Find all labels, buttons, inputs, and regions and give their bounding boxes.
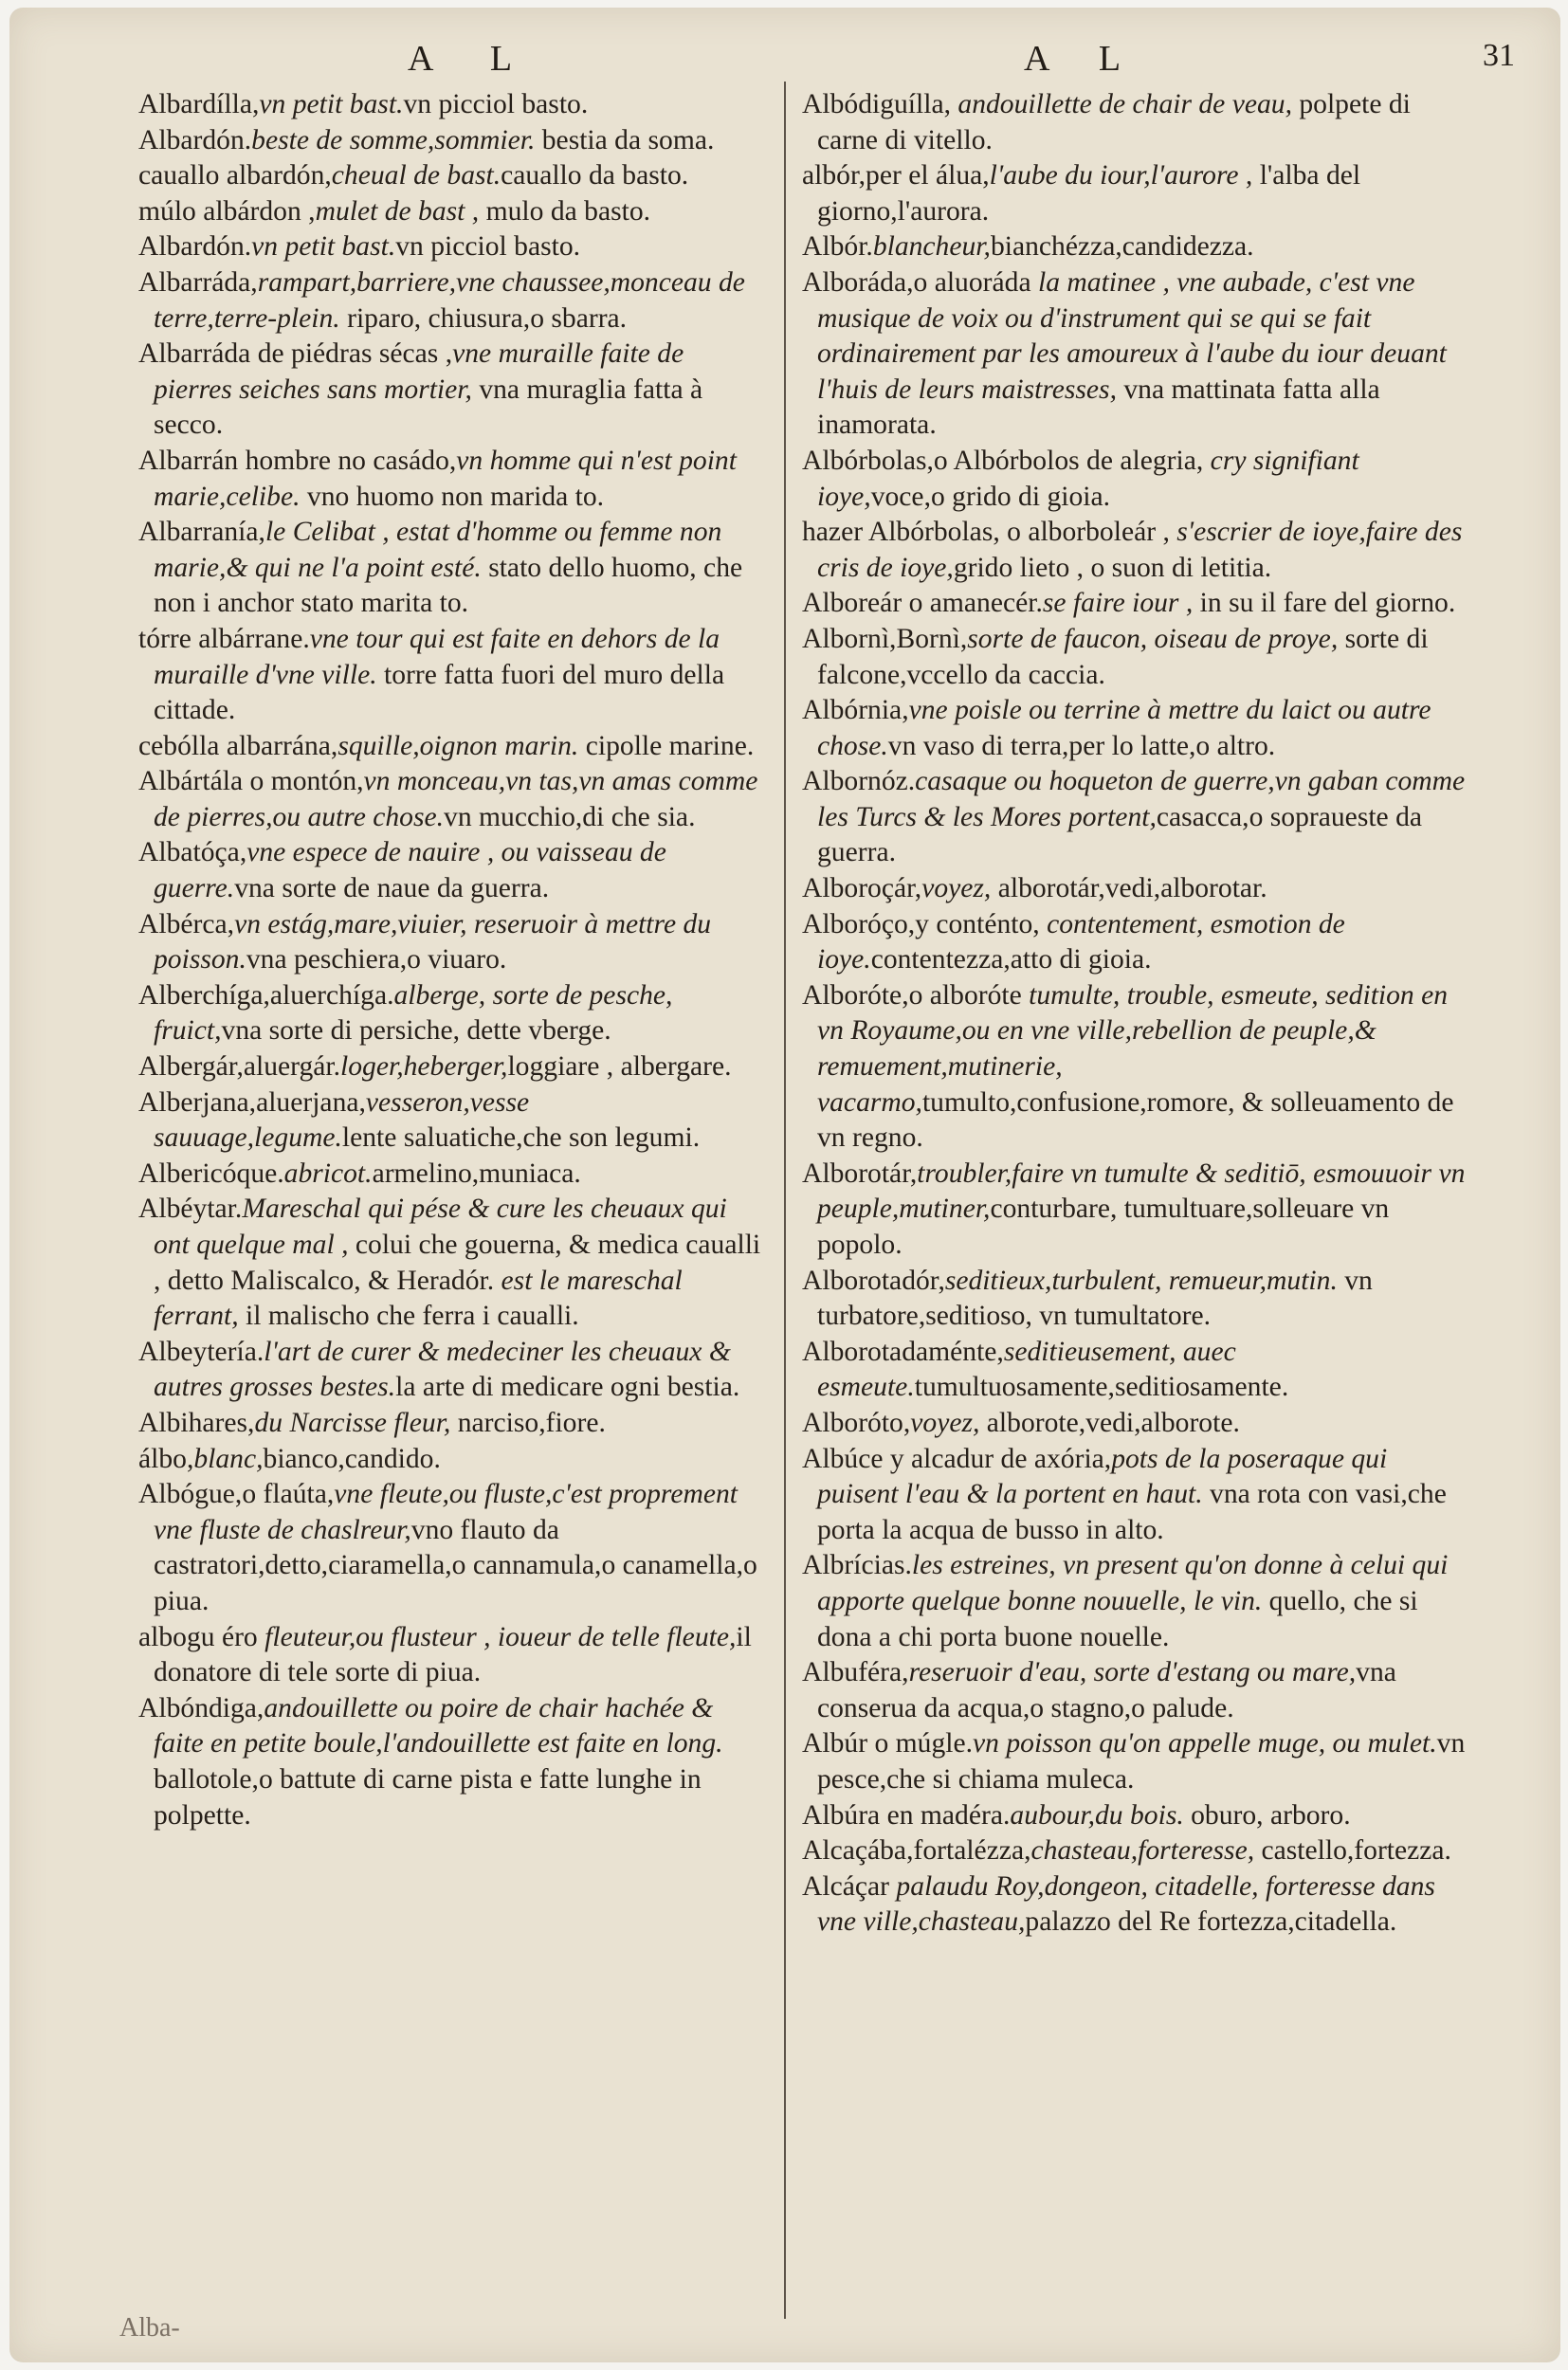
italian-gloss: fortalézza, (913, 1835, 1031, 1867)
dictionary-entry (802, 871, 1466, 907)
french-gloss: cheual de bast. (331, 160, 501, 191)
headword: Albéytar. (138, 1194, 243, 1225)
french-gloss: sorte de faucon, oiseau de proye, (967, 623, 1339, 654)
italian-gloss: alborotár,vedi,alborotar. (991, 873, 1267, 904)
headword: Albódiguílla, (802, 89, 952, 119)
dictionary-entry (138, 1442, 764, 1478)
italian-gloss: palazzo del Re fortezza,citadella. (1025, 1906, 1397, 1938)
italian-gloss: grido lieto , o suon di letitia. (953, 552, 1272, 583)
headword: Albardón. (138, 231, 252, 263)
headword: Albarrán hombre no casádo, (138, 445, 457, 476)
italian-gloss: conturbare, tumultuare,solleuare vn popolo. (817, 1194, 1390, 1260)
french-gloss: beste de somme,sommier. (251, 124, 536, 155)
dictionary-entry (802, 1655, 1466, 1726)
dictionary-entry (138, 1049, 764, 1085)
dictionary-entry (802, 693, 1466, 764)
french-gloss: la matinee , vne aubade, c'est vne musique de voix ou d'instrument qui se qui se fait ordinairement par les amoureux à l'aube du iour deuant l'huis de leurs maistresses, (817, 266, 1447, 405)
italian-gloss: cipolle marine. (578, 730, 755, 761)
italian-gloss: torre fatta fuori del muro della cittade. (154, 659, 725, 726)
italian-gloss: vn picciol basto. (403, 89, 589, 119)
dictionary-entry (802, 1335, 1466, 1406)
dictionary-entry (802, 1798, 1466, 1834)
headword: Alboroçár, (802, 873, 922, 904)
italian-gloss: casacca,o sopraueste da guerra. (817, 801, 1423, 868)
french-gloss: reseruoir d'eau, sorte d'estang ou mare, (908, 1657, 1357, 1688)
french-gloss: les estreines, vn present qu'on donne à celui qui apporte quelque bonne nouuelle, le vin. (817, 1550, 1449, 1616)
italian-gloss: ballotole,o battute di carne pista e fatte lunghe in polpette. (154, 1763, 702, 1831)
headword: Alborotadaménte, (802, 1336, 1004, 1367)
headword: Alboróte,o alboróte (802, 979, 1022, 1011)
headword: múlo albárdon , (138, 195, 316, 227)
dictionary-entry (802, 1548, 1466, 1655)
italian-gloss: narciso,fiore. (450, 1407, 606, 1438)
running-header (9, 38, 1560, 85)
french-gloss: vne fleute,ou fluste,c'est proprement vne fluste de chaslreur, (154, 1479, 738, 1545)
dictionary-entry (138, 1691, 764, 1833)
headword: Albúra en madéra. (802, 1799, 1011, 1831)
italian-gloss: stato dello huomo, che non i anchor stato marita to. (154, 552, 743, 619)
italian-gloss: vn mucchio,di che sia. (444, 801, 696, 832)
headword: Alboreár o amanecér. (802, 588, 1043, 619)
italian-gloss: tumultuosamente,seditiosamente. (914, 1372, 1289, 1403)
headword: Albrícias. (802, 1550, 912, 1581)
headword: Albórnia, (802, 695, 909, 726)
italian-gloss: lente saluatiche,che son legumi. (341, 1122, 701, 1154)
italian-gloss: sorte di falcone,vccello da caccia. (817, 623, 1429, 690)
french-gloss: l'art de curer & medeciner les cheuaux & autres grosses bestes. (154, 1336, 731, 1403)
dictionary-entry (802, 1442, 1466, 1549)
french-gloss: tumulte, trouble, esmeute, sedition en vn Royaume,ou en vne ville,rebellion de peuple,& remuement,mutinerie, vacarmo, (817, 979, 1449, 1118)
headword: Albihares, (138, 1407, 255, 1438)
headword: Alcaçába, (802, 1835, 914, 1867)
french-gloss: s'escrier de ioye,faire des cris de ioye, (817, 517, 1463, 583)
header-right: A L (1024, 39, 1142, 79)
headword: Albornóz. (802, 766, 916, 797)
italian-gloss: vna conserua da acqua,o stagno,o palude. (817, 1657, 1396, 1723)
dictionary-entry (802, 622, 1466, 693)
dictionary-entry (138, 194, 764, 230)
french-gloss: vn petit bast. (259, 89, 404, 119)
dictionary-entry (138, 229, 764, 265)
french-gloss: loger,heberger, (340, 1051, 508, 1083)
italian-gloss: riparo, chiusura,o sbarra. (339, 302, 628, 334)
italian-gloss: per el álua, (866, 160, 990, 191)
headword: Albúr o múgle. (802, 1728, 974, 1759)
italian-gloss: bianchézza,candidezza. (990, 231, 1254, 263)
header-left: A L (408, 39, 538, 79)
italian-gloss: voce,o grido di gioia. (870, 481, 1111, 512)
headword: Albarráda, (138, 266, 258, 298)
dictionary-page (9, 8, 1560, 2362)
headword: Albarranía, (138, 517, 265, 548)
left-column (138, 87, 764, 1833)
french-gloss: alberge, sorte de pesche, fruict, (154, 979, 673, 1047)
dictionary-entry (138, 87, 764, 123)
headword: albór, (802, 160, 866, 191)
french-gloss: palaudu Roy,dongeon, citadelle, forteresse dans vne ville,chasteau, (817, 1870, 1435, 1938)
dictionary-entry (138, 1085, 764, 1157)
italian-gloss: il donatore di tele sorte di piua. (154, 1621, 752, 1688)
italian-gloss: alborote,vedi,alborote. (979, 1407, 1240, 1438)
headword: albogu éro (138, 1621, 258, 1652)
italian-gloss: la arte di medicare ogni bestia. (395, 1372, 740, 1403)
italian-gloss: vn turbatore,seditioso, vn tumultatore. (817, 1265, 1373, 1332)
headword: Albór. (802, 231, 873, 263)
headword: Albatóça, (138, 837, 247, 868)
italian-gloss: quello, che si dona a chi porta buone nouelle. (817, 1585, 1418, 1652)
french-gloss: pots de la poseraque qui puisent l'eau & la portent en haut. (817, 1443, 1388, 1510)
dictionary-entry (138, 1192, 764, 1334)
headword: tórre albárrane. (138, 623, 310, 654)
dictionary-entry (802, 978, 1466, 1157)
italian-gloss: vna peschiera,o viuaro. (246, 944, 507, 975)
french-gloss: vne tour qui est faite en dehors de la muraille d'vne ville. (154, 623, 720, 690)
dictionary-entry (138, 1157, 764, 1193)
french-gloss: blancheur, (872, 231, 991, 263)
french-gloss: casaque ou hoqueton de guerre,vn gaban comme les Turcs & les Mores portent, (817, 766, 1466, 832)
dictionary-entry (802, 87, 1466, 158)
dictionary-entry (138, 729, 764, 765)
italian-gloss: vn picciol basto. (395, 231, 581, 263)
french-gloss: vn petit bast. (251, 231, 396, 263)
french-gloss: aubour,du bois. (1010, 1799, 1184, 1831)
dictionary-entry (138, 1620, 764, 1691)
headword: Alberchíga,aluerchíga. (138, 979, 394, 1011)
headword: Albardón. (138, 124, 252, 155)
headword: Albógue,o flaúta, (138, 1479, 335, 1510)
headword: Albúce y alcadur de axória, (802, 1443, 1112, 1474)
italian-gloss: oburo, arboro. (1183, 1799, 1351, 1831)
headword: Albarráda de piédras sécas , (138, 338, 453, 370)
italian-gloss: castello,fortezza. (1254, 1835, 1451, 1867)
italian-gloss: colui che gouerna, & medica caualli , detto Maliscalco, & Heradór. (154, 1230, 761, 1296)
catchword: Alba- (119, 2313, 180, 2343)
headword: hazer Albórbolas, o alborboleár , (802, 517, 1170, 548)
dictionary-entry (802, 1869, 1466, 1941)
french-gloss: rampart,barriere,vne chaussee,monceau de terre,terre-plein. (154, 266, 745, 334)
dictionary-entry (802, 158, 1466, 229)
dictionary-entry (138, 123, 764, 159)
italian-gloss: vna rota con vasi,che porta la acqua de busso in alto. (817, 1479, 1447, 1545)
dictionary-entry (138, 158, 764, 194)
dictionary-entry (138, 978, 764, 1049)
italian-gloss: tumulto,confusione,romore, & solleuamento de vn regno. (817, 1086, 1454, 1154)
italian-gloss: vn vaso di terra,per lo latte,o altro. (887, 730, 1276, 761)
french-gloss: vn estág,mare,viuier, reseruoir à mettre du poisson. (154, 908, 712, 975)
headword: Albártála o montón, (138, 766, 364, 797)
italian-gloss: cauallo da basto. (501, 160, 689, 191)
italian-gloss: mulo da basto. (479, 195, 651, 227)
dictionary-entry (802, 586, 1466, 622)
dictionary-entry (802, 1726, 1466, 1797)
french-gloss: squille,oignon marin. (337, 730, 579, 761)
french-gloss: andouillette ou poire de chair hachée & faite en petite boule,l'andouillette est faite en long. (154, 1692, 723, 1759)
headword: Albuféra, (802, 1657, 909, 1688)
dictionary-entry (138, 337, 764, 444)
italian-gloss: vn pesce,che si chiama muleca. (817, 1728, 1466, 1795)
french-gloss: andouillette de chair de veau, (951, 89, 1292, 119)
french-gloss: cry signifiant ioye, (817, 445, 1359, 512)
headword: Alboráda,o aluoráda (802, 266, 1031, 298)
french-gloss: voyez, (921, 873, 992, 904)
dictionary-entry (138, 907, 764, 978)
dictionary-entry (138, 444, 764, 515)
italian-gloss: in su il fare del giorno. (1193, 588, 1456, 619)
headword: Albornì,Bornì, (802, 623, 968, 654)
dictionary-entry (138, 1406, 764, 1442)
french-gloss: l'aube du iour,l'aurore , (989, 160, 1253, 191)
italian-gloss: vno huomo non marida to. (300, 481, 605, 512)
dictionary-entry (802, 1833, 1466, 1869)
french-gloss: est le mareschal ferrant, (154, 1265, 683, 1332)
headword: Albergár,aluergár. (138, 1051, 341, 1083)
headword: Alboróto, (802, 1407, 911, 1438)
italian-gloss: il malischo che ferra i caualli. (238, 1301, 579, 1332)
italian-gloss: polpete di carne di vitello. (817, 89, 1411, 155)
dictionary-entry (138, 622, 764, 729)
italian-gloss: vna muraglia fatta à secco. (154, 374, 703, 441)
french-gloss: contentement, esmotion de ioye. (817, 908, 1345, 975)
right-column (802, 87, 1466, 1941)
dictionary-entry (138, 515, 764, 622)
headword: álbo, (138, 1443, 194, 1474)
french-gloss: vne espece de nauire , ou vaisseau de guerre. (154, 837, 666, 904)
dictionary-entry (802, 1406, 1466, 1442)
headword: Albericóque. (138, 1158, 284, 1189)
dictionary-entry (138, 1477, 764, 1619)
italian-gloss: vno flauto da castratori,detto,ciaramella,o cannamula,o canamella,o piua. (154, 1514, 757, 1616)
dictionary-entry (802, 764, 1466, 871)
french-gloss: mulet de bast , (315, 195, 480, 227)
headword: cebólla albarrána, (138, 730, 338, 761)
french-gloss: du Narcisse fleur, (254, 1407, 451, 1438)
italian-gloss: vna mattinata fatta alla inamorata. (817, 374, 1380, 441)
dictionary-entry (802, 444, 1466, 515)
dictionary-entry (802, 515, 1466, 586)
french-gloss: seditieusement, auec esmeute. (817, 1336, 1236, 1403)
dictionary-entry (138, 1335, 764, 1406)
dictionary-entry (802, 907, 1466, 978)
headword: Albérca, (138, 908, 235, 939)
french-gloss: se faire iour , (1042, 588, 1194, 619)
headword: Albeytería. (138, 1336, 264, 1367)
column-divider (784, 82, 786, 2319)
dictionary-entry (138, 835, 764, 906)
french-gloss: fleuteur,ou flusteur , ioueur de telle fleute, (257, 1621, 737, 1652)
dictionary-entry (802, 1157, 1466, 1264)
italian-gloss: loggiare , albergare. (507, 1051, 732, 1083)
headword: Alcáçar (802, 1870, 889, 1902)
headword: Albórbolas,o Albórbolos de alegria, (802, 445, 1204, 476)
italian-gloss: contentezza,atto di gioia. (870, 944, 1152, 975)
french-gloss: blanc, (193, 1443, 264, 1474)
dictionary-entry (802, 265, 1466, 444)
headword: cauallo albardón, (138, 160, 332, 191)
french-gloss: vesseron,vesse sauuage,legume. (154, 1086, 530, 1154)
french-gloss: vne poisle ou terrine à mettre du laict ou autre chose. (817, 695, 1431, 761)
dictionary-entry (138, 265, 764, 337)
french-gloss: vn poisson qu'on appelle muge, ou mulet. (973, 1728, 1437, 1759)
italian-gloss: l'alba del giorno,l'aurora. (817, 160, 1361, 227)
italian-gloss: bestia da soma. (535, 124, 715, 155)
french-gloss: vn monceau,vn tas,vn amas comme de pierres,ou autre chose. (154, 766, 758, 832)
headword: Alberjana,aluerjana, (138, 1086, 366, 1118)
headword: Alborotadór, (802, 1265, 945, 1296)
italian-gloss: armelino,muniaca. (372, 1158, 581, 1189)
dictionary-entry (802, 229, 1466, 265)
french-gloss: vn homme qui n'est point marie,celibe. (154, 445, 737, 512)
french-gloss: chasteau,forteresse, (1030, 1835, 1255, 1867)
french-gloss: Mareschal qui pése & cure les cheuaux qui ont quelque mal , (154, 1194, 727, 1260)
french-gloss: abricot. (283, 1158, 373, 1189)
french-gloss: seditieux,turbulent, remueur,mutin. (944, 1265, 1338, 1296)
french-gloss: troubler,faire vn tumulte & seditiō, esmouuoir vn peuple,mutiner, (817, 1158, 1466, 1225)
french-gloss: vne muraille faite de pierres seiches sans mortier, (154, 338, 684, 405)
dictionary-entry (802, 1264, 1466, 1335)
dictionary-entry (138, 764, 764, 835)
page-number: 31 (1483, 38, 1515, 73)
french-gloss: le Celibat , estat d'homme ou femme non marie,& qui ne l'a point esté. (154, 517, 722, 583)
headword: Albardílla, (138, 89, 260, 119)
french-gloss: voyez, (910, 1407, 980, 1438)
headword: Albóndiga, (138, 1692, 264, 1723)
italian-gloss: vna sorte de naue da guerra. (234, 873, 550, 904)
headword: Alboróço,y conténto, (802, 908, 1040, 939)
italian-gloss: vna sorte di persiche, dette vberge. (221, 1015, 611, 1047)
italian-gloss: bianco,candido. (263, 1443, 441, 1474)
headword: Alborotár, (802, 1158, 918, 1189)
